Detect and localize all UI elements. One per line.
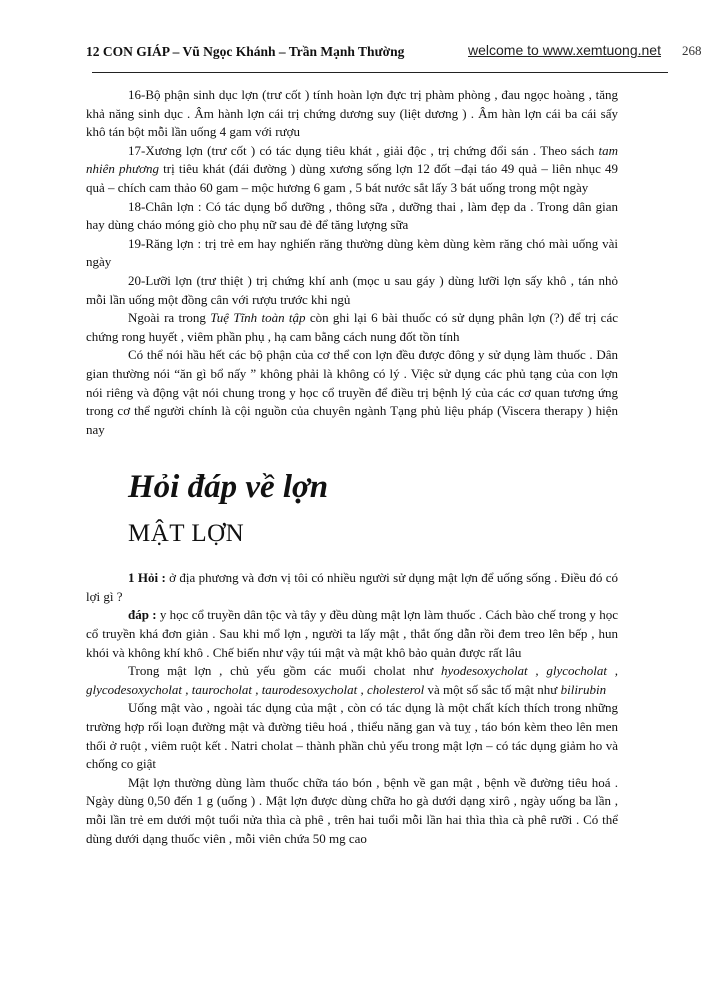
paragraph-19: 19-Răng lợn : trị trẻ em hay nghiến răng thường dùng kèm dùng kèm răng chó mài uống vài ngày [86,235,618,270]
website-link[interactable]: welcome to www.xemtuong.net [468,42,661,58]
answer-label: đáp : [128,607,157,623]
header-divider [92,72,668,73]
chemical-name: bilirubin [560,681,607,697]
question-paragraph: 1 Hỏi : ở địa phương và đơn vị tôi có nhiều người sử dụng mật lợn để uống sống . Điều đó có lợi gì ? [86,570,619,604]
paragraph-effects: Uống mật vào , ngoài tác dụng của mật , còn có tác dụng là một chất kích thích trong những trường hợp rối loạn đường mật và đường tiêu hoá , thiểu năng gan và tuỵ , táo bón kèm theo lên men thối ở ruột , viêm ruột kết . Natri cholat – thành phần chủ yếu trong mật lợn – có tác dụng giảm ho và chống co giật [86,700,618,772]
paragraph-16: 16-Bộ phận sinh dục lợn (trư cốt ) tính hoàn lợn đực trị phàm phòng , đau ngọc hoàng , tăng khả năng sinh dục . Âm hành lợn cái trị chứng dương suy (liệt dương ) . Âm hàn lợn cái ba cái sấy khô tán bột mỗi lần uống 4 gam với rượu [86,87,618,140]
answer-paragraph: đáp : y học cổ truyền dân tộc và tây y đều dùng mật lợn làm thuốc . Cách bào chế trong y học cổ truyền khá đơn giản . Sau khi mổ lợn , người ta lấy mật , thắt ống dẫn rồi đem treo lên bếp , hun khói và không khí khô . Chế biến như vậy túi mật và mật khô bảo quản được rất lâu [86,607,618,660]
book-title: 12 CON GIÁP – Vũ Ngọc Khánh – Trần Mạnh Thường [86,44,405,59]
paragraph-17: 17-Xương lợn (trư cốt ) có tác dụng tiêu khát , giải độc , trị chứng đổi sán . Theo sách tam nhiên phương trị tiêu khát (đái đường ) dùng xương sống lợn 12 đốt –đại táo 49 quả – liên nhục 49 quả – chích cam thảo 60 gam – mộc hương 6 gam , 5 bát nước sắt lấy 3 bát uống trong một ngày [86,142,618,195]
book-reference: tam nhiên phương [86,142,618,177]
page-content [86,86,618,848]
question-label: 1 Hỏi : [128,570,166,586]
paragraph-bile-salts: Trong mật lợn , chủ yếu gồm các muối cholat như hyodesoxycholat , glycocholat , glycodesoxycholat , taurocholat , taurodesoxycholat , cholesterol và một số sắc tố mật như bilirubin [86,663,619,697]
paragraph-usage: Mật lợn thường dùng làm thuốc chữa táo bón , bệnh về gan mật , bệnh về đường tiêu hoá . Ngày dùng 0,50 đến 1 g (uống ) . Mật lợn được dùng chữa ho gà dưới dạng xirô , ngày uống ba lần , mỗi lần trẻ em dưới một tuổi nửa thìa cà phê , trên hai tuổi mỗi lần hai thìa thìa cà phê rưỡi . Có thể dùng dưới dạng thuốc viên , mỗi viên chứa 50 mg cao [86,774,618,846]
subsection-heading: MẬT LỢN [128,520,245,548]
paragraph-summary: Có thể nói hầu hết các bộ phận của cơ thể con lợn đều được đông y sử dụng làm thuốc . Dân gian thường nói “ăn gì bổ nấy ” không phải là không có lý . Việc sử dụng các phủ tạng của con lợn nói riêng và động vật nói chung trong y học cổ truyền để điều trị bệnh lý của các cơ quan tương ứng trong cơ thể người chính là cội nguồn của chuyên ngành Tạng phủ liệu pháp (Viscera therapy ) hiện nay [86,347,618,437]
book-reference: Tuệ Tĩnh toàn tập [210,310,306,326]
paragraph-20: 20-Lưỡi lợn (trư thiệt ) trị chứng khí anh (mọc u sau gáy ) dùng lưỡi lợn sấy khô , tán nhỏ mỗi lần uống một đồng cân với rượu trước khi ngủ [86,272,618,307]
paragraph-tue-tinh: Ngoài ra trong Tuệ Tĩnh toàn tập còn ghi lại 6 bài thuốc có sử dụng phân lợn (?) để trị các chứng rong huyết , viêm phần phụ , hạ cam bằng cách nung đốt tồn tính [86,310,618,344]
page-number: 268 [682,43,702,58]
section-heading: Hỏi đáp về lợn [128,469,329,506]
chemical-list: hyodesoxycholat , glycocholat , glycodesoxycholat , taurocholat , taurodesoxycholat , cholesterol [86,663,619,697]
paragraph-18: 18-Chân lợn : Có tác dụng bổ dưỡng , thông sữa , dưỡng thai , làm đẹp da . Trong dân gian hay dùng cháo móng giò cho phụ nữ sau đẻ để tăng lượng sữa [86,198,618,233]
page-header [86,42,702,64]
